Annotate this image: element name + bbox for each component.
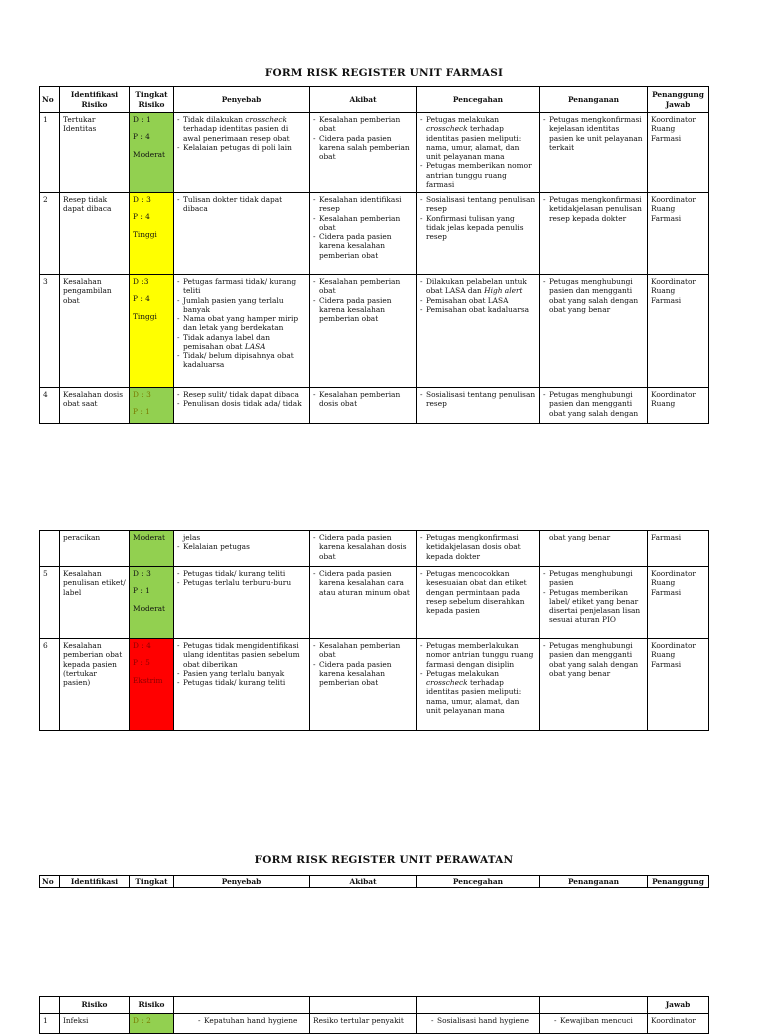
penyebab-cell [174, 275, 310, 388]
level-p: P : 4 [133, 294, 150, 304]
risk-identification: Tertukar Identitas [60, 113, 130, 193]
header-penanggung: Penanggung [648, 876, 709, 888]
level-category: Tinggi [133, 311, 157, 321]
list-item: - Pemisahan obat LASA [420, 296, 536, 305]
level-d: D :3 [133, 277, 149, 286]
list-item: - Tidak/ belum dipisahnya obat kadaluarsa [177, 351, 306, 370]
akibat-cell [310, 113, 417, 193]
header-tingkat: Tingkat [130, 876, 174, 888]
list-item: - Petugas melakukan crosscheck terhadap identitas pasien meliputi: nama, umur, alamat, dan unit pelayanan mana [420, 669, 536, 715]
table-row [40, 388, 709, 424]
row-number: 1 [40, 113, 60, 193]
level-d: D : 3 [133, 390, 151, 399]
penyebab-cell [174, 567, 310, 639]
penanganan-cell [540, 193, 648, 275]
risk-level [130, 113, 174, 193]
header-pencegahan: Pencegahan [417, 876, 540, 888]
header-empty [540, 997, 648, 1014]
perawatan-risk-table [39, 996, 709, 1034]
list-item: - Petugas mengkonfirmasi ketidakjelasan penulisan resep kepada dokter [543, 195, 644, 223]
header-risiko-2: Risiko [130, 997, 174, 1014]
penanggung-jawab: Koordinator Ruang Farmasi [648, 639, 709, 731]
header-jawab: Jawab [648, 997, 709, 1014]
table-row [40, 275, 709, 388]
level-p: P : 5 [133, 658, 150, 668]
list-item: - Sosialisasi tentang penulisan resep [420, 390, 536, 409]
list-item: - Petugas menghubungi pasien dan mengganti obat yang salah dengan obat yang benar [543, 641, 644, 678]
header-identifikasi-risiko: Identifikasi Risiko [60, 87, 130, 113]
akibat-cell: Resiko tertular penyakit [310, 1014, 417, 1034]
header-akibat: Akibat [310, 876, 417, 888]
list-item: - Petugas tidak mengidentifikasi ulang identitas pasien sebelum obat diberikan [177, 641, 306, 669]
list-item: - Petugas farmasi tidak/ kurang teliti [177, 277, 306, 296]
level-category: Tinggi [133, 229, 157, 239]
row-number [40, 531, 60, 567]
risk-level [130, 275, 174, 388]
row-number: 4 [40, 388, 60, 424]
list-item: - Kepatuhan hand hygiene [198, 1016, 306, 1025]
list-item: - Pemisahan obat kadaluarsa [420, 305, 536, 314]
list-item: - Petugas mengkonfirmasi kejelasan identitas pasien ke unit pelayanan terkait [543, 115, 644, 152]
pencegahan-cell [417, 113, 540, 193]
list-item: - Resep sulit/ tidak dapat dibaca [177, 390, 306, 399]
pencegahan-cell [417, 531, 540, 567]
risk-identification: Kesalahan penulisan etiket/ label [60, 567, 130, 639]
level-p: P : 4 [133, 212, 150, 222]
list-item: - Dilakukan pelabelan untuk obat LASA dan High alert [420, 277, 536, 296]
akibat-cell [310, 275, 417, 388]
penyebab-cell [174, 388, 310, 424]
risk-identification: Infeksi [60, 1014, 130, 1034]
row-number: 1 [40, 1014, 60, 1034]
penanggung-jawab: Koordinator Ruang Farmasi [648, 113, 709, 193]
risk-identification: peracikan [60, 531, 130, 567]
penanggung-jawab: Farmasi [648, 531, 709, 567]
table-row [40, 639, 709, 731]
penyebab-cell [174, 193, 310, 275]
penanggung-jawab: Koordinator Ruang [648, 388, 709, 424]
level-d: D : 4 [133, 641, 151, 650]
table-row [40, 193, 709, 275]
header-empty [310, 997, 417, 1014]
header-penanganan: Penanganan [540, 87, 648, 113]
risk-level [130, 193, 174, 275]
level-p: P : 1 [133, 586, 150, 596]
row-number: 5 [40, 567, 60, 639]
level-d: D : 2 [133, 1016, 151, 1025]
penanganan-cell [540, 567, 648, 639]
list-item: - Sosialisasi tentang penulisan resep [420, 195, 536, 214]
header-penyebab: Penyebab [174, 87, 310, 113]
penanganan-cell [540, 639, 648, 731]
level-category: Ekstrim [133, 675, 163, 685]
penanganan-cell [540, 113, 648, 193]
list-item: - Petugas memberikan label/ etiket yang benar disertai penjelasan lisan sesuai aturan PIO [543, 588, 644, 625]
header-empty [417, 997, 540, 1014]
header-penyebab: Penyebab [174, 876, 310, 888]
header-penanggung-jawab: Penanggung Jawab [648, 87, 709, 113]
risk-identification: Resep tidak dapat dibaca [60, 193, 130, 275]
header-no: No [40, 87, 60, 113]
level-d: D : 1 [133, 115, 151, 124]
level-p: P : 4 [133, 132, 150, 142]
risk-level [130, 567, 174, 639]
header-no: No [40, 876, 60, 888]
akibat-cell [310, 567, 417, 639]
list-item: - Petugas tidak/ kurang teliti [177, 569, 306, 578]
list-item: - Cidera pada pasien karena kesalahan cara atau aturan minum obat [313, 569, 413, 597]
list-item: - Petugas menghubungi pasien [543, 569, 644, 588]
table-row [40, 567, 709, 639]
pencegahan-cell [417, 567, 540, 639]
level-category: Moderat [133, 149, 166, 159]
header-akibat: Akibat [310, 87, 417, 113]
penanganan-cell [540, 531, 648, 567]
level-d: D : 3 [133, 195, 151, 204]
pencegahan-cell [417, 275, 540, 388]
list-item: - Petugas menghubungi pasien dan mengganti obat yang salah dengan obat yang benar [543, 277, 644, 314]
akibat-cell [310, 639, 417, 731]
farmasi-header-row [40, 87, 709, 113]
penanggung-jawab: Koordinator Ruang Farmasi [648, 275, 709, 388]
row-number: 3 [40, 275, 60, 388]
penyebab-cell [174, 531, 310, 567]
header-empty [40, 997, 60, 1014]
table-row [40, 531, 709, 567]
header-identifikasi: Identifikasi [60, 876, 130, 888]
list-item: - Pasien yang terlalu banyak [177, 669, 306, 678]
list-item: - Kesalahan pemberian obat [313, 115, 413, 134]
akibat-cell [310, 531, 417, 567]
list-item: - Kesalahan pemberian obat [313, 641, 413, 660]
list-item: - Tidak dilakukan crosscheck terhadap identitas pasien di awal penerimaan resep obat [177, 115, 306, 143]
header-tingkat-risiko: Tingkat Risiko [130, 87, 174, 113]
list-item: - Petugas memberlakukan nomor antrian tunggu ruang farmasi dengan disiplin [420, 641, 536, 669]
list-item: - Penulisan dosis tidak ada/ tidak [177, 399, 306, 408]
list-item: - Petugas terlalu terburu-buru [177, 578, 306, 587]
header-risiko-1: Risiko [60, 997, 130, 1014]
list-item: - Kesalahan pemberian dosis obat [313, 390, 413, 409]
list-item: - Cidera pada pasien karena kesalahan pemberian obat [313, 232, 413, 260]
list-item: - Kelalaian petugas di poli lain [177, 143, 306, 152]
level-d: D : 3 [133, 569, 151, 578]
perawatan-header-row [40, 876, 709, 888]
list-item: - Kesalahan pemberian obat [313, 214, 413, 233]
penyebab-cell [174, 639, 310, 731]
farmasi-risk-table [39, 86, 709, 424]
list-item: - Petugas menghubungi pasien dan mengganti obat yang salah dengan [543, 390, 644, 418]
penyebab-cell [174, 113, 310, 193]
list-item: - Cidera pada pasien karena kesalahan dosis obat [313, 533, 413, 561]
penanggung-jawab: Koordinator Ruang Farmasi [648, 193, 709, 275]
list-item: - Petugas melakukan crosscheck terhadap identitas pasien meliputi: nama, umur, alamat, dan unit pelayanan mana [420, 115, 536, 161]
list-item: - Kesalahan pemberian obat [313, 277, 413, 296]
list-item: - Cidera pada pasien karena kesalahan pemberian obat [313, 296, 413, 324]
risk-level [130, 388, 174, 424]
perawatan-form-title: FORM RISK REGISTER UNIT PERAWATAN [254, 854, 514, 866]
list-item: - Cidera pada pasien karena kesalahan pemberian obat [313, 660, 413, 688]
table-row [40, 113, 709, 193]
penanggung-jawab: Koordinator Ruang Farmasi [648, 567, 709, 639]
list-item: - Tidak adanya label dan pemisahan obat LASA [177, 333, 306, 352]
penanggung-jawab: Koordinator [648, 1014, 709, 1034]
penanganan-continued-text: obat yang benar [549, 533, 611, 542]
list-item: - Petugas mencocokkan kesesuaian obat dan etiket dengan permintaan pada resep sebelum diserahkan kepada pasien [420, 569, 536, 615]
level-category: Moderat [133, 533, 166, 542]
pencegahan-cell [417, 388, 540, 424]
header-pencegahan: Pencegahan [417, 87, 540, 113]
list-item: - Petugas mengkonfirmasi ketidakjelasan dosis obat kepada dokter [420, 533, 536, 561]
risk-level [130, 639, 174, 731]
risk-identification: Kesalahan pengambilan obat [60, 275, 130, 388]
list-item: - Kelalaian petugas [177, 542, 306, 551]
risk-identification: Kesalahan pemberian obat kepada pasien (tertukar pasien) [60, 639, 130, 731]
akibat-cell [310, 388, 417, 424]
farmasi-risk-table-continued [39, 530, 709, 731]
list-item: - Cidera pada pasien karena salah pemberian obat [313, 134, 413, 162]
header-penanganan: Penanganan [540, 876, 648, 888]
pencegahan-cell [417, 639, 540, 731]
farmasi-form-title: FORM RISK REGISTER UNIT FARMASI [264, 67, 504, 79]
pencegahan-cell [417, 193, 540, 275]
list-item: - Petugas memberikan nomor antrian tunggu ruang farmasi [420, 161, 536, 189]
row-number: 6 [40, 639, 60, 731]
akibat-cell [310, 193, 417, 275]
penanganan-cell [540, 275, 648, 388]
list-item: - Kesalahan identifikasi resep [313, 195, 413, 214]
level-p: P : 1 [133, 407, 150, 417]
perawatan-header-row-continued [40, 997, 709, 1014]
list-item: - Petugas tidak/ kurang teliti [177, 678, 306, 687]
risk-level [130, 531, 174, 567]
list-item: - Konfirmasi tulisan yang tidak jelas kepada penulis resep [420, 214, 536, 242]
list-item: - Nama obat yang hamper mirip dan letak yang berdekatan [177, 314, 306, 333]
perawatan-header-table [39, 875, 709, 888]
header-empty [174, 997, 310, 1014]
list-item: - Sosialisasi hand hygiene [431, 1016, 536, 1025]
penyebab-continued-text: jelas [183, 533, 201, 542]
list-item: - Tulisan dokter tidak dapat dibaca [177, 195, 306, 214]
list-item: - Jumlah pasien yang terlalu banyak [177, 296, 306, 315]
penanganan-cell [540, 388, 648, 424]
risk-identification: Kesalahan dosis obat saat [60, 388, 130, 424]
level-category: Moderat [133, 603, 166, 613]
row-number: 2 [40, 193, 60, 275]
list-item: - Kewajiban mencuci [554, 1016, 644, 1025]
